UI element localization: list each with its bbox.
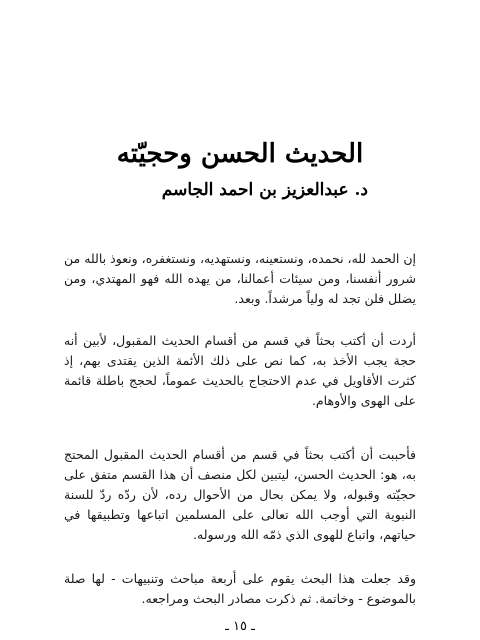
paragraph-topic: فأحببت أن أكتب بحثاً في قسم من أقسام الحديث المقبول المحتج به، هو: الحديث الحسن، ليتبين لكل منصف أن هذا القسم متفق على حجيّته وقبوله، ولا يمكن بحال من الأحوال رده، لأن ردّه ردّ للسنة النبوية التي أوجب الله تعالى على المسلمين اتباعها وتطبيقها في حياتهم، واتباع للهوى الذي ذمّه الله ورسوله.: [64, 446, 416, 542]
paragraph-purpose: أردت أن أكتب بحثاً في قسم من أقسام الحديث المقبول، لأبين أنه حجة يجب الأخذ به، كما نص على ذلك الأئمة الذين يقتدى بهم، إذ كثرت الأقاويل في عدم الاحتجاج بالحديث عموماً، لحجج باطلة قائمة على الهوى والأوهام.: [64, 332, 416, 408]
paragraph-structure: وقد جعلت هذا البحث يقوم على أربعة مباحث وتنبيهات - لها صلة بالموضوع - وخاتمة. ثم ذكرت مصادر البحث ومراجعه.: [64, 570, 416, 606]
page-number: ـ ١٥ ـ: [225, 619, 255, 634]
author-name: د. عبدالعزيز بن احمد الجاسم: [161, 180, 368, 200]
page-title: الحديث الحسن وحجيّته: [116, 139, 364, 169]
paragraph-intro: إن الحمد لله، نحمده، ونستعينه، ونستهديه، ونستغفره، ونعوذ بالله من شرور أنفسنا، ومن سيئات أعمالنا، من يهده الله فهو المهتدي، ومن يضلل فلن تجد له ولياً مرشداً. وبعد.: [64, 250, 416, 306]
